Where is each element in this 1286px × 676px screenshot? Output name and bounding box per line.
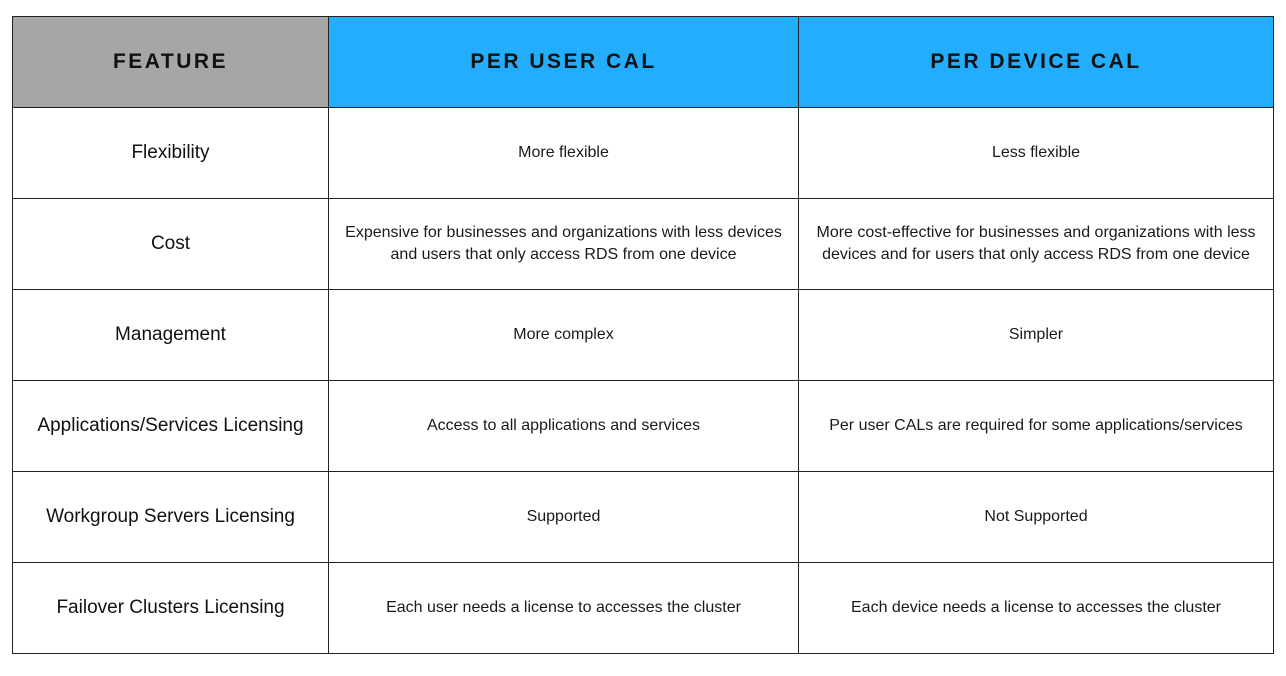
per-device-cell: Not Supported — [799, 472, 1274, 563]
per-device-cell: More cost-effective for businesses and organizations with less devices and for users that only access RDS from one device — [799, 199, 1274, 290]
header-row — [13, 17, 1274, 108]
feature-cell: Workgroup Servers Licensing — [13, 472, 329, 563]
feature-cell: Cost — [13, 199, 329, 290]
table-row — [13, 563, 1274, 654]
per-device-cell: Simpler — [799, 290, 1274, 381]
table-row — [13, 290, 1274, 381]
table-row — [13, 199, 1274, 290]
per-user-cell: More complex — [329, 290, 799, 381]
per-device-cell: Less flexible — [799, 108, 1274, 199]
table-row — [13, 472, 1274, 563]
per-device-cell: Each device needs a license to accesses the cluster — [799, 563, 1274, 654]
feature-cell: Flexibility — [13, 108, 329, 199]
per-user-cell: Supported — [329, 472, 799, 563]
feature-cell: Failover Clusters Licensing — [13, 563, 329, 654]
header-feature: FEATURE — [13, 17, 329, 108]
comparison-table-container — [12, 16, 1273, 654]
per-user-cell: Access to all applications and services — [329, 381, 799, 472]
per-device-cell: Per user CALs are required for some applications/services — [799, 381, 1274, 472]
per-user-cell: Expensive for businesses and organizations with less devices and users that only access RDS from one device — [329, 199, 799, 290]
per-user-cell: More flexible — [329, 108, 799, 199]
per-user-cell: Each user needs a license to accesses the cluster — [329, 563, 799, 654]
table-row — [13, 381, 1274, 472]
header-per-device-cal: PER DEVICE CAL — [799, 17, 1274, 108]
table-row — [13, 108, 1274, 199]
cal-comparison-table — [12, 16, 1274, 654]
feature-cell: Management — [13, 290, 329, 381]
header-per-user-cal: PER USER CAL — [329, 17, 799, 108]
feature-cell: Applications/Services Licensing — [13, 381, 329, 472]
